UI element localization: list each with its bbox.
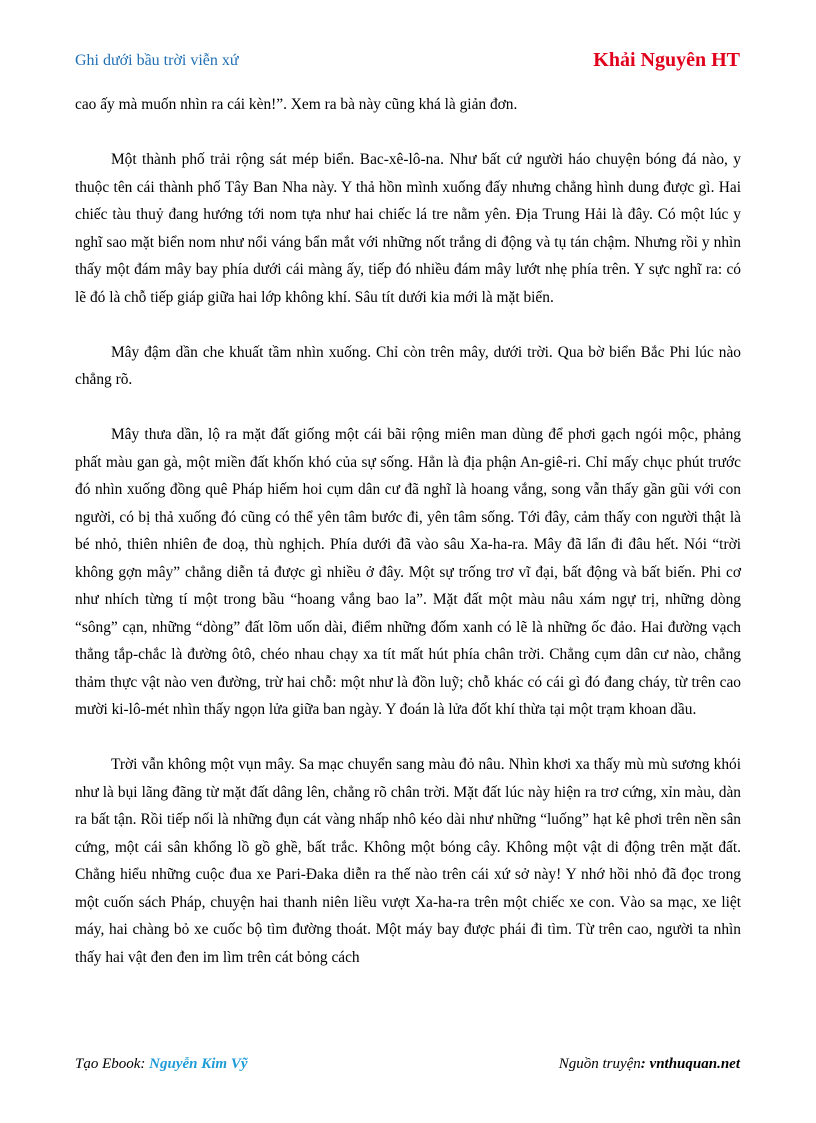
footer-source-site: vnthuquan.net <box>649 1056 740 1072</box>
paragraph: Mây đậm dần che khuất tầm nhìn xuống. Chỉ còn trên mây, dưới trời. Qua bờ biển Bắc Phi lúc nào chẳng rõ. <box>75 343 741 388</box>
footer-ebook-name: Nguyễn Kim Vỹ <box>149 1056 248 1072</box>
paragraph: cao ấy mà muốn nhìn ra cái kèn!”. Xem ra bà này cũng khá là giản đơn. <box>75 96 518 113</box>
header-author: Khải Nguyên HT <box>593 49 740 71</box>
footer-source-credit <box>559 1056 740 1073</box>
header-title: Ghi dưới bầu trời viễn xứ <box>75 52 239 69</box>
document-body <box>75 91 741 999</box>
paragraph: Trời vẫn không một vụn mây. Sa mạc chuyển sang màu đỏ nâu. Nhìn khơi xa thấy mù mù sương khói như là bụi lãng đãng từ mặt đất dâng lên, chẳng rõ chân trời. Mặt đất lúc này hiện ra trơ cứng, xỉn màu, dàn ra bất tận. Rồi tiếp nối là những đụn cát vàng nhấp nhô kéo dài như những “luống” hạt kê phơi trên nền sân cứng, một cái sân khổng lồ gồ ghề, bất trắc. Không một bóng cây. Không một vật di động trên mặt đất. Chẳng hiểu những cuộc đua xe Pari-Đaka diễn ra thế nào trên cái xứ sở này! Y nhớ hồi nhỏ đã đọc trong một cuốn sách Pháp, chuyện hai thanh niên liều vượt Xa-ha-ra trên một chiếc xe con. Vào sa mạc, xe liệt máy, hai chàng bỏ xe cuốc bộ tìm đường thoát. Một máy bay được phái đi tìm. Từ trên cao, người ta nhìn thấy hai vật đen đen im lìm trên cát bỏng cách <box>75 756 741 966</box>
paragraph: Mây thưa dần, lộ ra mặt đất giống một cái bãi rộng miên man dùng để phơi gạch ngói mộc, phảng phất màu gan gà, một miền đất khốn khó của sự sống. Hẳn là địa phận An-giê-ri. Chỉ mấy chục phút trước đó nhìn xuống đồng quê Pháp hiếm hoi cụm dân cư đã nghĩ là hoang vắng, song vẫn thấy gần gũi với con người, có bị thả xuống đó cũng có thể yên tâm bước đi, yên tâm sống. Tới đây, cảm thấy con người thật là bé nhỏ, thiên nhiên đe doạ, thù nghịch. Phía dưới đã vào sâu Xa-ha-ra. Mây đã lẩn đi đâu hết. Nói “trời không gợn mây” chẳng diễn tả được gì nhiều ở đây. Một sự trống trơ vĩ đại, bất động và bất biến. Phi cơ như nhích từng tí một trong bầu “hoang vắng bao la”. Mặt đất một màu nâu xám ngự trị, những dòng “sông” cạn, những “dòng” đất lõm uốn dài, điểm những đốm xanh có lẽ là những ốc đảo. Hai đường vạch thẳng tắp-chắc là đường ôtô, chéo nhau chạy xa tít mất hút phía chân trời. Chẳng cụm dân cư nào, chẳng thảm thực vật nào ven đường, trừ hai chỗ: một như là đồn luỹ; chỗ khác có cái gì đó đang cháy, từ trên cao mười ki-lô-mét nhìn thấy ngọn lửa giữa ban ngày. Y đoán là lửa đốt khí thừa tại một trạm khoan dầu. <box>75 426 741 718</box>
footer-source-label: Nguồn truyện <box>558 1056 641 1072</box>
footer-ebook-credit <box>75 1056 248 1073</box>
footer-ebook-label: Tạo Ebook <box>75 1056 141 1072</box>
footer-ebook-separator: : <box>140 1056 150 1072</box>
paragraph: Một thành phố trải rộng sát mép biển. Bac-xê-lô-na. Như bất cứ người háo chuyện bóng đá nào, y thuộc tên cái thành phố Tây Ban Nha này. Y thả hồn mình xuống đấy nhưng chẳng hình dung được gì. Hai chiếc tàu thuỷ đang hướng tới nom tựa như hai chiếc lá tre nằm yên. Địa Trung Hải là đây. Có một lúc y nghĩ sao mặt biển nom như nổi váng bẩn mắt với những nốt trắng di động và tụ tán chậm. Nhưng rồi y nhìn thấy một đám mây bay phía dưới cái màng ấy, tiếp đó nhiều đám mây lướt nhẹ phía trên. Y sực nghĩ ra: có lẽ đó là chỗ tiếp giáp giữa hai lớp không khí. Sâu tít dưới kia mới là mặt biển. <box>75 151 741 306</box>
footer-source-separator: : <box>640 1056 650 1072</box>
